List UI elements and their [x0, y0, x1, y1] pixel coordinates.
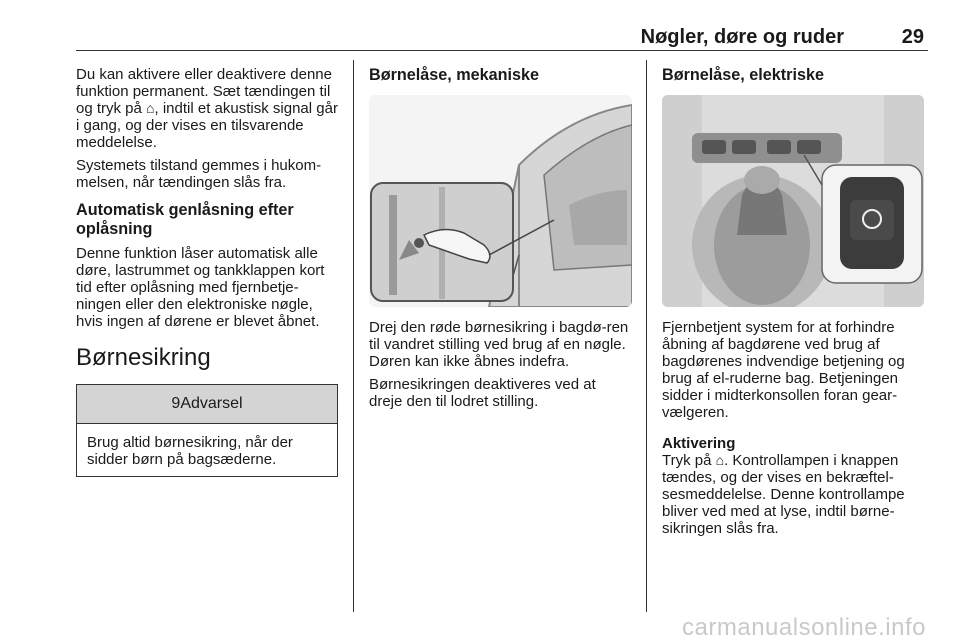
page-number: 29	[901, 26, 924, 48]
column-divider-2	[646, 60, 647, 612]
column-divider-1	[353, 60, 354, 612]
warning-box	[76, 384, 338, 477]
child-lock-icon: ⌂	[715, 452, 725, 468]
mechanical-lock-illustration	[369, 95, 632, 307]
paragraph-deactivate: Børnesikringen deaktiveres ved at dreje den til lodret stilling.	[369, 376, 596, 410]
child-lock-icon: ⌂	[146, 100, 155, 116]
warning-header: 9Advarsel	[77, 385, 337, 424]
heading-auto-relock: Automatisk genlåsning efter oplåsning	[76, 201, 294, 238]
heading-child-safety: Børnesikring	[76, 344, 211, 371]
heading-activation: Aktivering	[662, 435, 736, 452]
paragraph-activation: Tryk på ⌂. Kontrollampen i knappen tændes, og der vises en bekræftel-sesmeddelelse. Denne kontrollampe bliver ved med at lyse, indtil børne-sikringen slås fra.	[662, 452, 905, 537]
paragraph-permanent: Du kan aktivere eller deaktivere denne funktion permanent. Sæt tændingen til og tryk på ⌂, indtil et akustisk signal går i gang, og der vises en tilsvarende meddelelse.	[76, 66, 338, 151]
paragraph-turn-lock: Drej den røde børnesikring i bagdø-ren til vandret stilling ved brug af en nøgle. Døren kan ikke åbnes indefra.	[369, 319, 629, 370]
column-1	[76, 66, 338, 477]
watermark: carmanualsonline.info	[682, 614, 926, 641]
column-3	[662, 66, 927, 543]
chapter-title: Nøgler, døre og ruder	[640, 26, 844, 48]
electric-lock-illustration	[662, 95, 924, 307]
paragraph-memory: Systemets tilstand gemmes i hukom-melsen, når tændingen slås fra.	[76, 157, 322, 191]
header-rule	[76, 50, 928, 51]
warning-text: Brug altid børnesikring, når der sidder børn på bagsæderne.	[87, 434, 293, 468]
heading-electric-lock: Børnelåse, elektriske	[662, 66, 824, 84]
paragraph-auto-relock: Denne funktion låser automatisk alle døre, lastrummet og tankklappen kort tid efter oplåsning med fjernbetje-ningen eller den elektroniske nøgle, hvis ingen af dørene er blevet åbnet.	[76, 245, 325, 330]
page-header	[76, 26, 928, 50]
heading-mechanical-lock: Børnelåse, mekaniske	[369, 66, 540, 84]
column-2	[369, 66, 632, 416]
paragraph-remote-system: Fjernbetjent system for at forhindre åbning af bagdørene ved brug af bagdørenes indvendige betjening og brug af el-ruderne bag. Betjeningen sidder i midterkonsollen foran gear-vælgeren.	[662, 319, 905, 421]
warning-triangle-icon: 9	[171, 395, 181, 412]
